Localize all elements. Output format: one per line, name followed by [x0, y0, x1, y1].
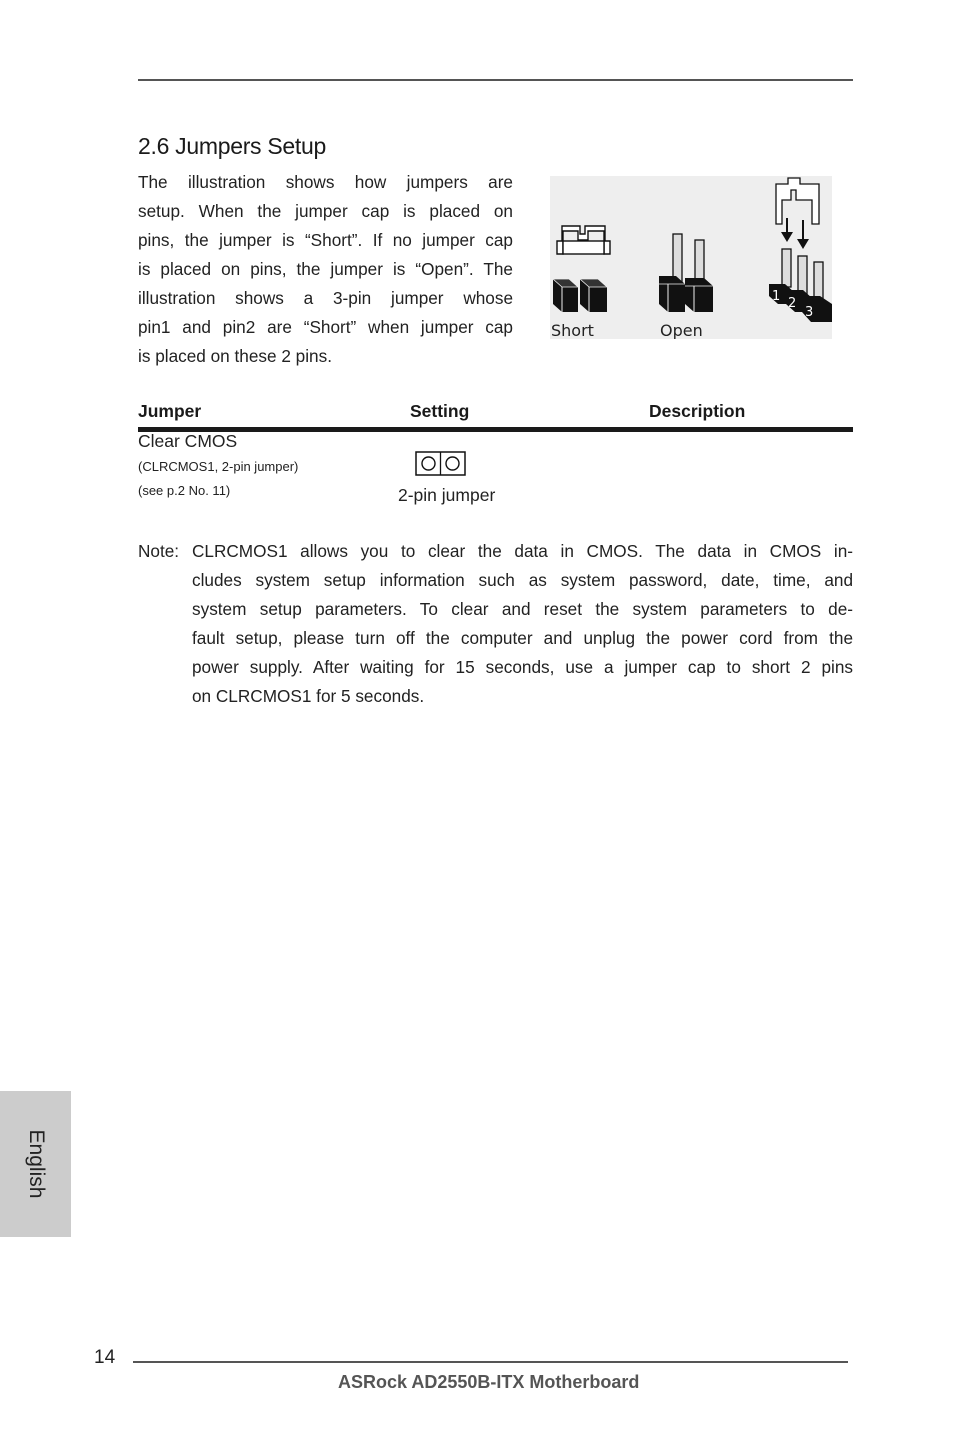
section-title: 2.6 Jumpers Setup — [138, 133, 326, 159]
bottom-rule — [133, 1361, 848, 1363]
pin-2-label: 2 — [788, 296, 797, 311]
note-label: Note: — [138, 541, 180, 561]
intro-line: The illustration shows how jumpers are — [138, 172, 513, 192]
note-body — [192, 537, 853, 711]
page-number: 14 — [94, 1347, 116, 1368]
footer-title: ASRock AD2550B-ITX Motherboard — [338, 1372, 640, 1392]
header-setting: Setting — [410, 401, 470, 421]
jumper-illustration — [550, 176, 832, 339]
note-line: on CLRCMOS1 for 5 seconds. — [192, 686, 425, 706]
two-pin-jumper-icon — [415, 451, 466, 476]
note-line: CLRCMOS1 allows you to clear the data in CMOS. The data in CMOS in- — [192, 541, 853, 561]
intro-line: pin1 and pin2 are “Short” when jumper cap — [138, 317, 513, 337]
note-line: cludes system setup information such as system password, date, time, and — [192, 570, 853, 590]
intro-line: is placed on pins, the jumper is “Open”. The — [138, 259, 513, 279]
jumper-detail: (CLRCMOS1, 2-pin jumper) — [138, 459, 299, 474]
intro-line: setup. When the jumper cap is placed on — [138, 201, 513, 221]
intro-line: pins, the jumper is “Short”. If no jumper cap — [138, 230, 513, 250]
jumper-name: Clear CMOS — [138, 431, 238, 451]
pin-1-label: 1 — [772, 289, 781, 304]
short-jumper-icon — [553, 226, 610, 312]
setting-label: 2-pin jumper — [398, 485, 496, 505]
header-jumper: Jumper — [138, 401, 202, 421]
jumper-reference: (see p.2 No. 11) — [138, 483, 231, 498]
top-rule — [138, 79, 853, 81]
open-label: Open — [660, 321, 703, 339]
intro-line: illustration shows a 3-pin jumper whose — [138, 288, 513, 308]
intro-paragraph — [138, 168, 513, 371]
pin-3-label: 3 — [805, 305, 814, 320]
open-jumper-icon — [659, 234, 713, 312]
short-label: Short — [551, 321, 594, 339]
header-description: Description — [649, 401, 746, 421]
table-header-rule — [138, 427, 853, 432]
note-line: power supply. After waiting for 15 seconds, use a jumper cap to short 2 pins — [192, 657, 853, 677]
intro-line: is placed on these 2 pins. — [138, 346, 332, 366]
language-side-tab — [0, 1091, 71, 1237]
note-line: system setup parameters. To clear and reset the system parameters to de- — [192, 599, 853, 619]
note-line: fault setup, please turn off the computer and unplug the power cord from the — [192, 628, 853, 648]
language-label: English — [24, 1129, 48, 1199]
